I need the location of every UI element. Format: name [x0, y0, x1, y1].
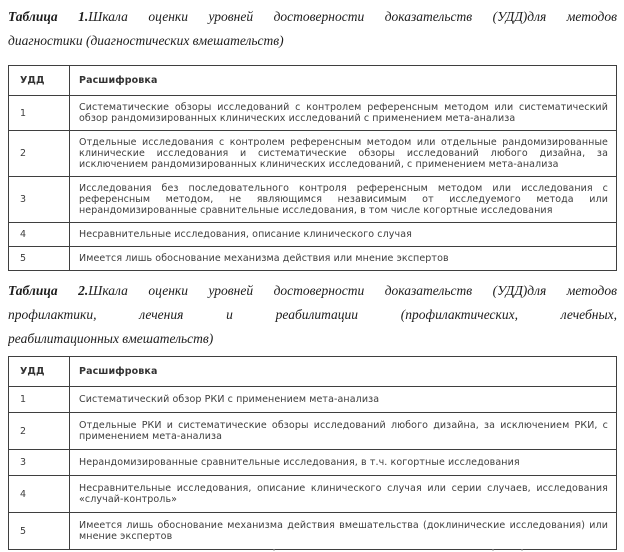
udd-level-cell: 2	[9, 413, 70, 450]
udd-level-cell: 5	[9, 513, 70, 550]
udd-level-cell: 1	[9, 96, 70, 131]
udd-description-cell: Исследования без последовательного контроля референсным методом или исследования с референсным методом, не являющимся независимым от исследуемого метода или нерандомизированные сравнительные исследования, в том числе когортные исследования	[70, 177, 617, 223]
table1-caption-line1	[8, 5, 617, 29]
udd-description-cell: Нерандомизированные сравнительные исследования, в т.ч. когортные исследования	[70, 450, 617, 476]
table-row	[9, 247, 617, 271]
udd-level-cell: 4	[9, 223, 70, 247]
column-header-decoding: Расшифровка	[70, 357, 617, 387]
table-row	[9, 131, 617, 177]
udd-table-2	[8, 356, 617, 550]
table-header-row	[9, 66, 617, 96]
udd-description-cell: Имеется лишь обоснование механизма действия вмешательства (доклинические исследования) или мнение экспертов	[70, 513, 617, 550]
udd-description-cell: Отдельные исследования с контролем референсным методом или отдельные рандомизированные клинические исследования и систематические обзоры исследований любого дизайна, за исключением рандомизированных клинических исследований, с применением мета-анализа	[70, 131, 617, 177]
table-row	[9, 476, 617, 513]
table-header-row	[9, 357, 617, 387]
table1-caption	[8, 5, 617, 53]
table2-caption-text: Шкала оценки уровней достоверности доказательств (УДД)для методов	[88, 283, 617, 298]
udd-level-cell: 3	[9, 450, 70, 476]
udd-level-cell: 3	[9, 177, 70, 223]
table2-caption-line1	[8, 279, 617, 303]
table1-caption-line2: диагностики (диагностических вмешательств)	[8, 33, 284, 48]
table-row	[9, 96, 617, 131]
udd-level-cell: 4	[9, 476, 70, 513]
table-row	[9, 413, 617, 450]
udd-level-cell: 1	[9, 387, 70, 413]
udd-level-cell: 2	[9, 131, 70, 177]
table-row	[9, 513, 617, 550]
udd-description-cell: Систематические обзоры исследований с контролем референсным методом или систематический обзор рандомизированных клинических исследований с применением мета-анализа	[70, 96, 617, 131]
udd-description-cell: Несравнительные исследования, описание клинического случая	[70, 223, 617, 247]
table2-caption-label: Таблица 2.	[8, 283, 89, 298]
column-header-udd: УДД	[9, 357, 70, 387]
table-row	[9, 450, 617, 476]
udd-description-cell: Имеется лишь обоснование механизма действия или мнение экспертов	[70, 247, 617, 271]
table-row	[9, 223, 617, 247]
table1-caption-text: Шкала оценки уровней достоверности доказательств (УДД)для методов	[88, 9, 617, 24]
udd-description-cell: Отдельные РКИ и систематические обзоры исследований любого дизайна, за исключением РКИ, с применением мета-анализа	[70, 413, 617, 450]
table1-caption-label: Таблица 1.	[8, 9, 89, 24]
udd-table-1	[8, 65, 617, 271]
clipped-next-line-marks	[0, 549, 2, 551]
udd-description-cell: Несравнительные исследования, описание клинического случая или серии случаев, исследования «случай-контроль»	[70, 476, 617, 513]
udd-description-cell: Систематический обзор РКИ с применением мета-анализа	[70, 387, 617, 413]
column-header-udd: УДД	[9, 66, 70, 96]
table-row	[9, 387, 617, 413]
udd-level-cell: 5	[9, 247, 70, 271]
column-header-decoding: Расшифровка	[70, 66, 617, 96]
table2-caption-line2: профилактики, лечения и реабилитации (профилактических, лечебных,	[8, 307, 617, 322]
table2-caption-line3: реабилитационных вмешательств)	[8, 331, 214, 346]
table2-caption	[8, 279, 617, 351]
table-row	[9, 177, 617, 223]
